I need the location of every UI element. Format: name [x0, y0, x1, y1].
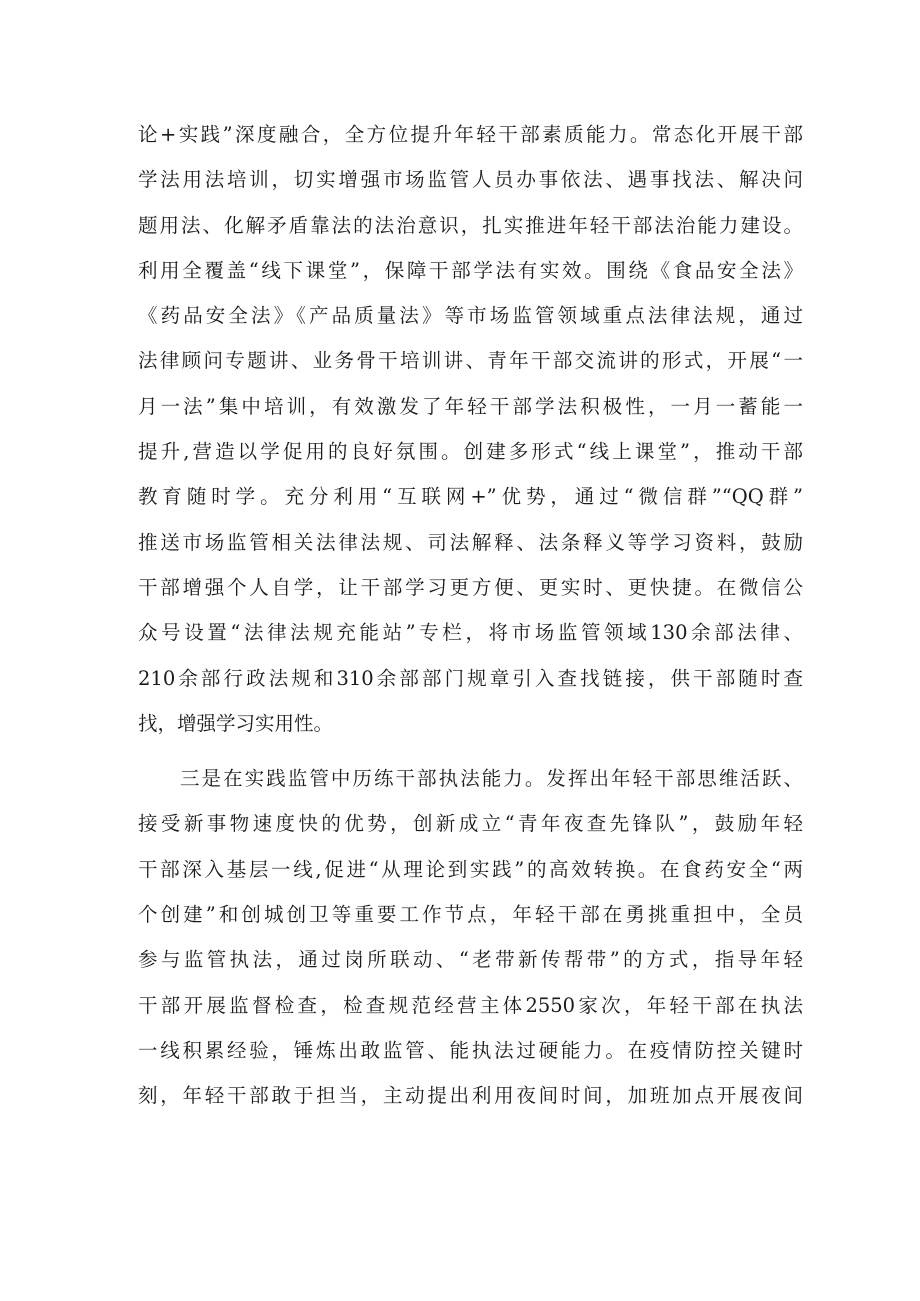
text-line: 推送市场监管相关法律法规、司法解释、法条释义等学习资料，鼓励: [138, 530, 803, 554]
text-line: 法律顾问专题讲、业务骨干培训讲、青年干部交流讲的形式，开展“一: [138, 349, 803, 373]
text-line: 教育随时学。充分利用“互联网+”优势，通过“微信群”“QQ群”: [138, 485, 803, 509]
text-line: 提升,营造以学促用的良好氛围。创建多形式“线上课堂”，推动干部: [138, 440, 803, 464]
paragraph-enforcement-practice: [138, 756, 803, 1118]
text-line: 刻，年轻干部敢于担当，主动提出利用夜间时间，加班加点开展夜间: [138, 1084, 803, 1108]
text-line: 干部开展监督检查，检查规范经营主体2550家次，年轻干部在执法: [138, 993, 803, 1017]
text-line: 月一法”集中培训，有效激发了年轻干部学法积极性，一月一蓄能一: [138, 394, 803, 418]
text-line: 众号设置“法律法规充能站”专栏，将市场监管领域130余部法律、: [138, 621, 803, 645]
text-line: 个创建”和创城创卫等重要工作节点，年轻干部在勇挑重担中，全员: [138, 903, 803, 927]
paragraph-legal-training: [138, 112, 803, 746]
document-body: [138, 112, 803, 1119]
text-line: 利用全覆盖“线下课堂”，保障干部学法有实效。围绕《食品安全法》: [138, 258, 803, 282]
text-line: 干部深入基层一线,促进“从理论到实践”的高效转换。在食药安全“两: [138, 857, 803, 881]
text-line: 找，增强学习实用性。: [138, 711, 334, 735]
text-line: 题用法、化解矛盾靠法的法治意识，扎实推进年轻干部法治能力建设。: [138, 213, 803, 237]
text-line: 一线积累经验，锤炼出敢监管、能执法过硬能力。在疫情防控关键时: [138, 1038, 803, 1062]
text-line: 论+实践”深度融合，全方位提升年轻干部素质能力。常态化开展干部: [138, 123, 803, 146]
text-line: 《药品安全法》《产品质量法》等市场监管领域重点法律法规，通过: [138, 304, 803, 328]
text-line: 学法用法培训，切实增强市场监管人员办事依法、遇事找法、解决问: [138, 168, 803, 192]
paragraph-spacer: [138, 746, 803, 756]
text-line: 干部增强个人自学，让干部学习更方便、更实时、更快捷。在微信公: [138, 575, 803, 599]
text-line: 三是在实践监管中历练干部执法能力。发挥出年轻干部思维活跃、: [180, 767, 803, 791]
text-line: 210余部行政法规和310余部部门规章引入查找链接，供干部随时查: [138, 666, 803, 690]
text-line: 参与监管执法，通过岗所联动、“老带新传帮带”的方式，指导年轻: [138, 948, 803, 972]
text-line: 接受新事物速度快的优势，创新成立“青年夜查先锋队”，鼓励年轻: [138, 812, 803, 836]
